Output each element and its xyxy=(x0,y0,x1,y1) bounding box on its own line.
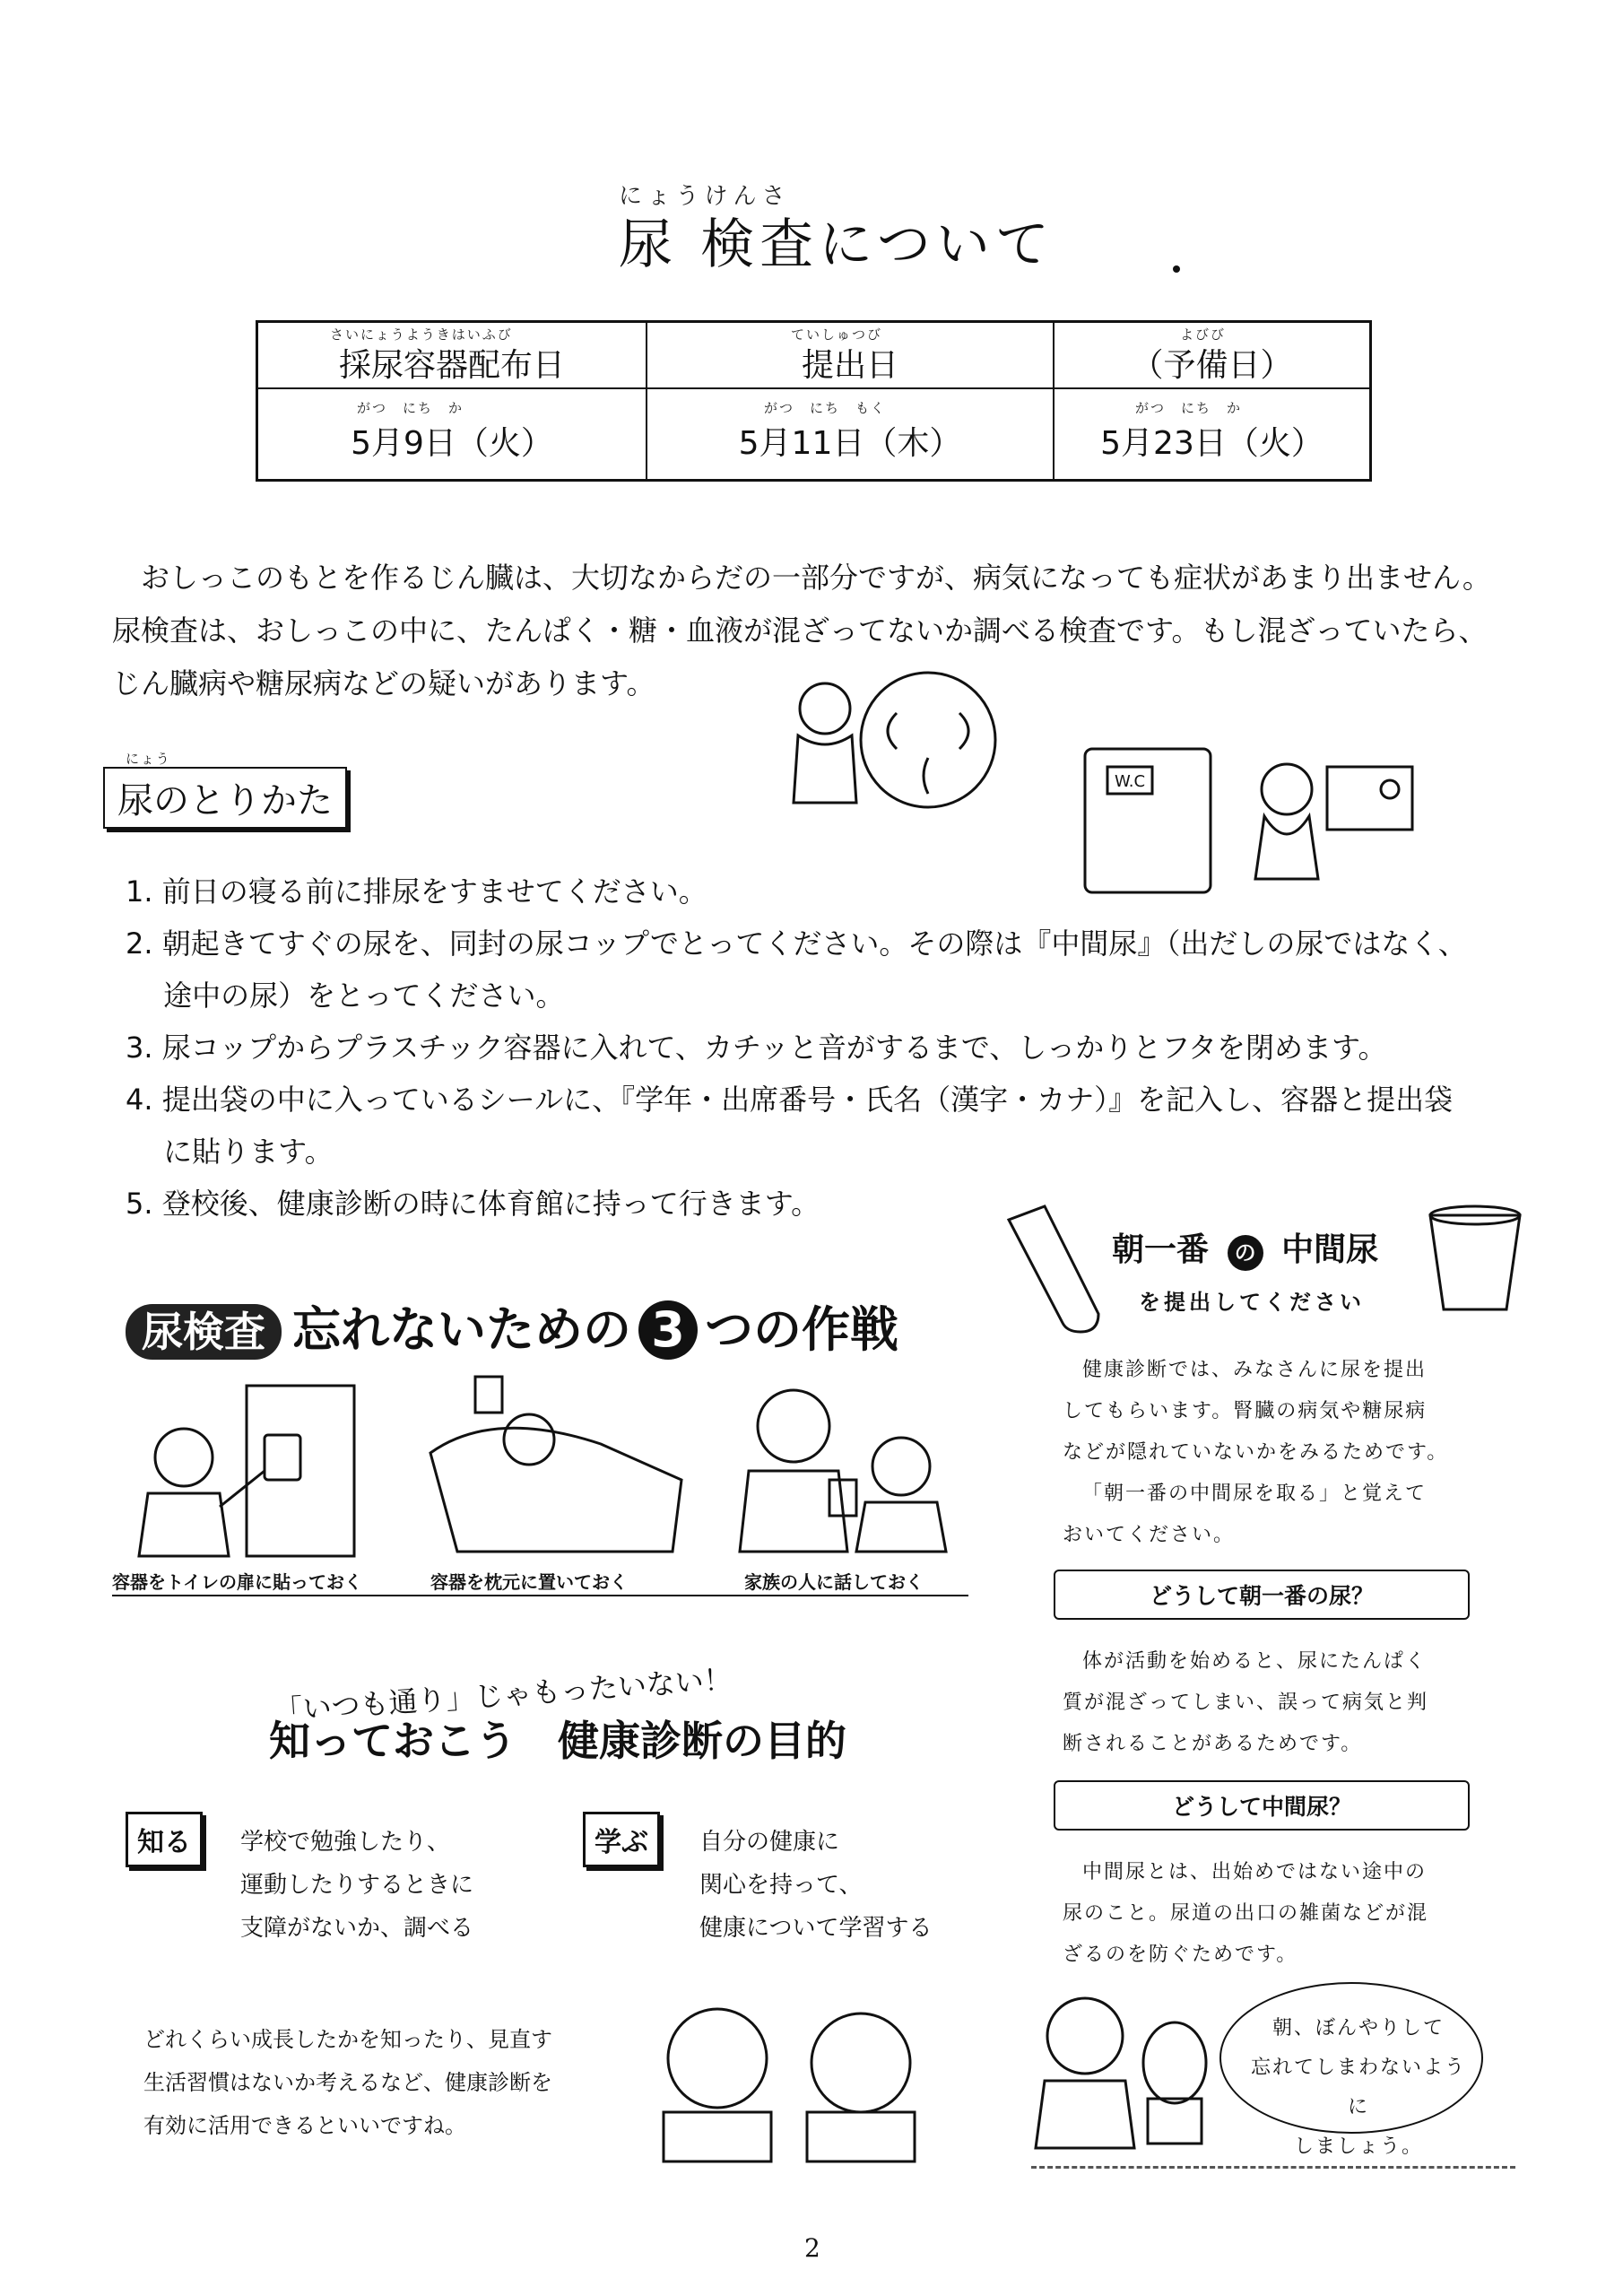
purpose-closing: どれくらい成長したかを知ったり、見直す 生活習慣はないか考えるなど、健康診断を 有効に活用できるといいですね。 xyxy=(143,2027,552,2138)
step-item: 4. 提出袋の中に入っているシールに、『学年・出席番号・氏名（漢字・カナ）』を記入し、容器と提出袋 xyxy=(126,1083,1454,1117)
cup-icon xyxy=(1421,1202,1529,1318)
svg-text:W.C: W.C xyxy=(1115,772,1146,791)
question-box: どうして朝一番の尿？ xyxy=(1054,1570,1470,1620)
learn-text: 自分の健康に 関心を持って、 健康について学習する xyxy=(699,1829,933,1942)
step-item: 3. 尿コップからプラスチック容器に入れて、カチッと音がするまで、しっかりとフタを閉めます。 xyxy=(126,1031,1387,1065)
howto-ruby: にょう xyxy=(126,751,171,767)
test-tube-icon xyxy=(1000,1202,1107,1336)
howto-heading: 尿のとりかた xyxy=(103,767,347,829)
know-label: 知る xyxy=(126,1812,203,1867)
door-icon xyxy=(112,1381,381,1561)
intro-line: じん臓病や糖尿病などの疑いがあります。 xyxy=(112,666,655,700)
step-item: 5. 登校後、健康診断の時に体育館に持って行きます。 xyxy=(126,1187,820,1221)
purpose-lead: 「いつも通り」じゃもったいない！ xyxy=(273,1662,733,1728)
schedule-header-distribution: さいにょうようきはいふび 採尿容器配布日 xyxy=(257,322,647,389)
answer-text: 中間尿とは、出始めではない途中の 尿のこと。尿道の出口の雑菌などが混 ざるのを防ぐためです。 xyxy=(1063,1861,1429,1966)
purpose-title: 知っておこう 健康診断の目的 xyxy=(269,1717,846,1765)
family-icon xyxy=(722,1372,982,1561)
sidebar-divider xyxy=(1031,2166,1515,2169)
intro-line: おしっこのもとを作るじん臓は、大切なからだの一部分ですが、病気になっても症状があまり出ません。 xyxy=(141,561,1491,595)
children-reading-illustration xyxy=(628,1996,950,2166)
banner-post: つの作戦 xyxy=(705,1301,898,1358)
page-number: 2 xyxy=(804,2233,820,2263)
schedule-date-submission: がつ にち もく 5月11日（木） xyxy=(647,388,1054,481)
answer-text: 体が活動を始めると、尿にたんぱく 質が混ざってしまい、誤って病気と判 断されることがあるためです。 xyxy=(1063,1650,1429,1755)
step-item: 2. 朝起きてすぐの尿を、同封の尿コップでとってください。その際は『中間尿』（出だしの尿ではなく、 xyxy=(126,926,1467,961)
steps-list xyxy=(126,865,1524,1230)
tips-divider xyxy=(112,1595,968,1596)
step-item: 途中の尿）をとってください。 xyxy=(126,978,565,1013)
schedule-date-reserve: がつ にち か 5月23日（火） xyxy=(1054,388,1371,481)
step-item: 1. 前日の寝る前に排尿をすませてください。 xyxy=(126,874,707,909)
banner-number: 3 xyxy=(638,1300,698,1360)
question-box: どうして中間尿？ xyxy=(1054,1780,1470,1831)
schedule-date-distribution: がつ にち か 5月9日（火） xyxy=(257,388,647,481)
kidney-illustration xyxy=(771,668,1004,812)
tip-caption: 容器を枕元に置いておく xyxy=(430,1571,628,1593)
sidebar-heading: 朝一番 の 中間尿 xyxy=(1112,1224,1378,1271)
schedule-header-reserve: よびび （予備日） xyxy=(1054,322,1371,389)
banner-tag: 尿検査 xyxy=(126,1304,282,1360)
title-ruby: にょうけんさ xyxy=(619,183,791,210)
speech-bubble-text: 朝、ぼんやりして 忘れてしまわないように しましょう。 xyxy=(1250,2017,1466,2158)
step-item: に貼ります。 xyxy=(126,1135,334,1169)
tip-caption: 容器をトイレの扉に貼っておく xyxy=(112,1571,362,1593)
boy-toilet-illustration xyxy=(1031,1982,1211,2152)
know-text: 学校で勉強したり、 運動したりするときに 支障がないか、調べる xyxy=(240,1829,474,1942)
schedule-table xyxy=(256,320,1372,482)
bed-icon xyxy=(421,1372,690,1561)
strategies-banner xyxy=(126,1292,898,1361)
ink-dot xyxy=(1173,265,1180,273)
schedule-header-submission: ていしゅつび 提出日 xyxy=(647,322,1054,389)
banner-pre: 忘れないための xyxy=(292,1301,631,1358)
tip-caption: 家族の人に話しておく xyxy=(744,1571,924,1593)
page-title: 尿 検査について xyxy=(619,213,1055,276)
sidebar-subheading: を提出してください xyxy=(1139,1290,1365,1315)
intro-line: 尿検査は、おしっこの中に、たんぱく・糖・血液が混ざってないか調べる検査です。もし混ざっていたら、 xyxy=(112,613,1488,648)
sidebar-body: 健康診断では、みなさんに尿を提出 してもらいます。腎臓の病気や糖尿病 などが隠れていないかをみるためです。 「朝一番の中間尿を取る」と覚えて おいてください。 xyxy=(1063,1359,1449,1546)
learn-label: 学ぶ xyxy=(583,1812,660,1867)
